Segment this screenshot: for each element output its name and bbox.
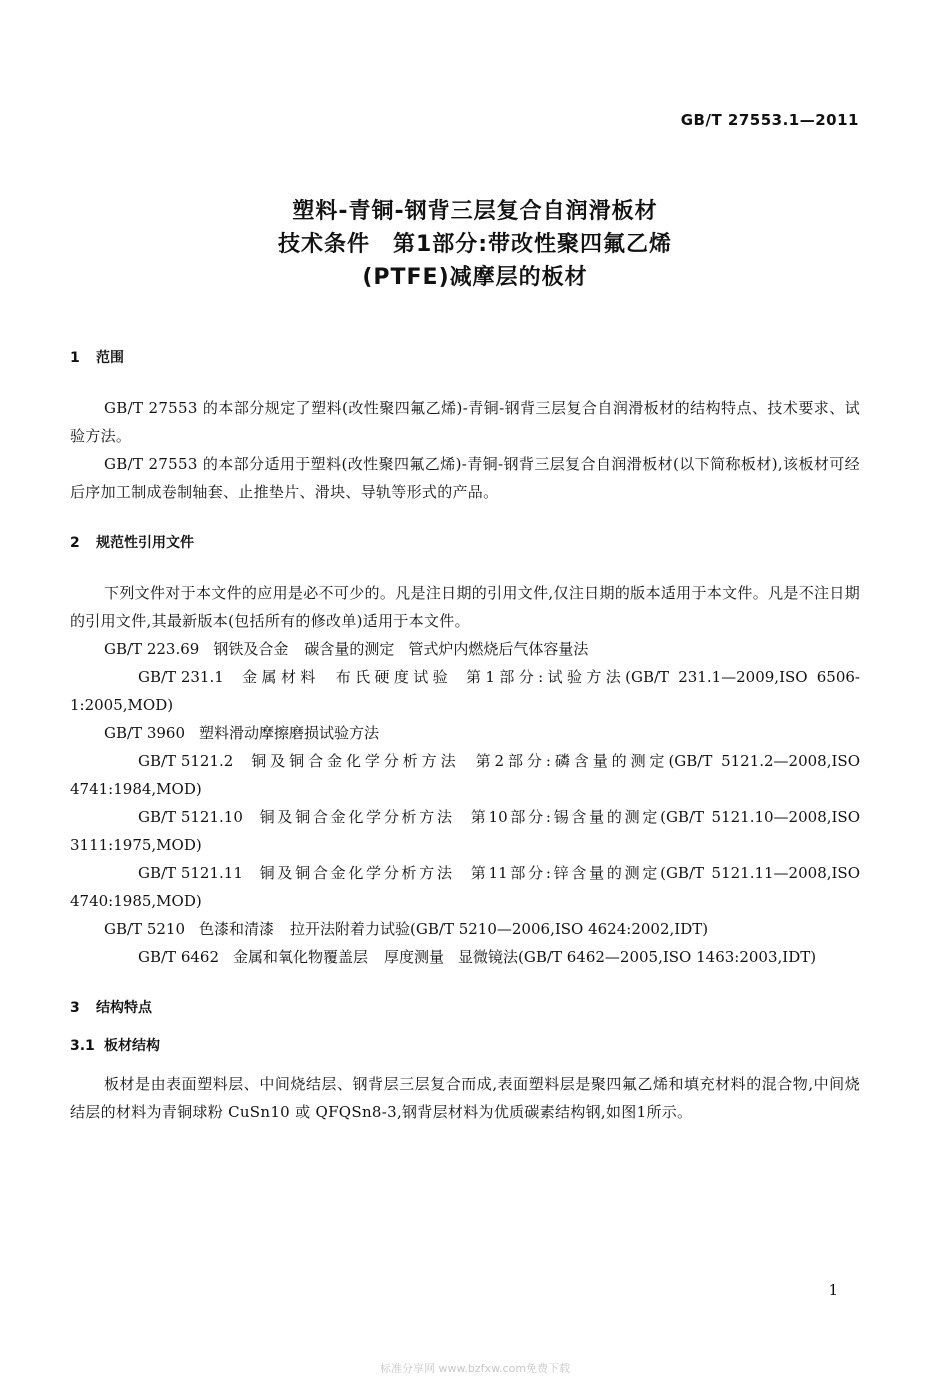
reference-item — [70, 915, 860, 943]
reference-title: 厚度测量 — [384, 948, 445, 966]
reference-item — [70, 635, 860, 663]
section-number: 3 — [70, 1000, 80, 1016]
reference-item — [70, 747, 860, 803]
section-title: 规范性引用文件 — [96, 535, 194, 551]
reference-title: 塑料滑动摩擦磨损试验方法 — [199, 724, 380, 742]
document-body — [70, 344, 860, 1126]
standard-number: GB/T 27553.1—2011 — [680, 111, 859, 129]
section-3-heading — [70, 994, 860, 1022]
document-title — [0, 195, 950, 294]
reference-item — [70, 663, 860, 719]
reference-code: GB/T 5210 — [104, 920, 186, 938]
reference-code: GB/T 3960 — [104, 724, 186, 742]
section-2-heading — [70, 529, 860, 557]
section-3-1-heading — [70, 1032, 860, 1060]
reference-title: 铜及铜合金化学分析方法 — [256, 808, 455, 826]
reference-item — [70, 943, 860, 971]
title-line-3: (PTFE)减摩层的板材 — [362, 265, 588, 290]
reference-item — [70, 803, 860, 859]
reference-title: 碳含量的测定 — [304, 640, 395, 658]
reference-title: 铜及铜合金化学分析方法 — [247, 752, 460, 770]
paragraph: GB/T 27553 的本部分适用于塑料(改性聚四氟乙烯)-青铜-钢背三层复合自润滑板材(以下简称板材),该板材可经后序加工制成卷制轴套、止推垫片、滑块、导轨等形式的产品。 — [70, 455, 860, 501]
title-line-2: 技术条件 第1部分:带改性聚四氟乙烯 — [277, 232, 673, 257]
section-number: 1 — [70, 350, 80, 366]
reference-code: GB/T 6462 — [138, 948, 220, 966]
reference-item — [70, 719, 860, 747]
reference-title: 金属和氧化物覆盖层 — [233, 948, 369, 966]
reference-title: 第1部分:试验方法(GB/T 231.1—2009,ISO 6506-1:2005,MOD) — [70, 668, 860, 714]
reference-item — [70, 859, 860, 915]
reference-title: 拉开法附着力试验(GB/T 5210—2006,ISO 4624:2002,IDT) — [290, 920, 709, 938]
section-title: 结构特点 — [96, 1000, 152, 1016]
section-number: 2 — [70, 535, 80, 551]
reference-title: 第10部分:锡含量的测定(GB/T 5121.10—2008,ISO 3111:1975,MOD) — [70, 808, 860, 854]
reference-title: 显微镜法(GB/T 6462—2005,ISO 1463:2003,IDT) — [458, 948, 817, 966]
reference-title: 钢铁及合金 — [213, 640, 289, 658]
reference-code: GB/T 223.69 — [104, 640, 200, 658]
paragraph: 板材是由表面塑料层、中间烧结层、钢背层三层复合而成,表面塑料层是聚四氟乙烯和填充材料的混合物,中间烧结层的材料为青铜球粉 CuSn10 或 QFQSn8-3,钢背层材料为优质碳素结构钢,如图1所示。 — [70, 1075, 860, 1121]
title-line-1: 塑料-青铜-钢背三层复合自润滑板材 — [292, 199, 658, 224]
section-number: 3.1 — [70, 1038, 95, 1054]
reference-title: 布氏硬度试验 — [335, 668, 453, 686]
section-title: 范围 — [96, 350, 124, 366]
page-number: 1 — [828, 1281, 838, 1299]
reference-title: 金属材料 — [237, 668, 320, 686]
watermark: 标准分享网 www.bzfxw.com免费下载 — [379, 1362, 571, 1375]
section-title: 板材结构 — [104, 1038, 160, 1054]
reference-code: GB/T 5121.2 — [138, 752, 234, 770]
reference-code: GB/T 231.1 — [138, 668, 224, 686]
reference-title: 第2部分:磷含量的测定(GB/T 5121.2—2008,ISO 4741:1984,MOD) — [70, 752, 860, 798]
reference-title: 色漆和清漆 — [199, 920, 275, 938]
reference-title: 铜及铜合金化学分析方法 — [256, 864, 455, 882]
reference-title: 第11部分:锌含量的测定(GB/T 5121.11—2008,ISO 4740:1985,MOD) — [70, 864, 860, 910]
paragraph: GB/T 27553 的本部分规定了塑料(改性聚四氟乙烯)-青铜-钢背三层复合自润滑板材的结构特点、技术要求、试验方法。 — [70, 399, 860, 445]
reference-code: GB/T 5121.11 — [138, 864, 243, 882]
paragraph: 下列文件对于本文件的应用是必不可少的。凡是注日期的引用文件,仅注日期的版本适用于本文件。凡是不注日期的引用文件,其最新版本(包括所有的修改单)适用于本文件。 — [70, 584, 860, 630]
section-1-heading — [70, 344, 860, 372]
reference-code: GB/T 5121.10 — [138, 808, 243, 826]
reference-title: 管式炉内燃烧后气体容量法 — [408, 640, 589, 658]
